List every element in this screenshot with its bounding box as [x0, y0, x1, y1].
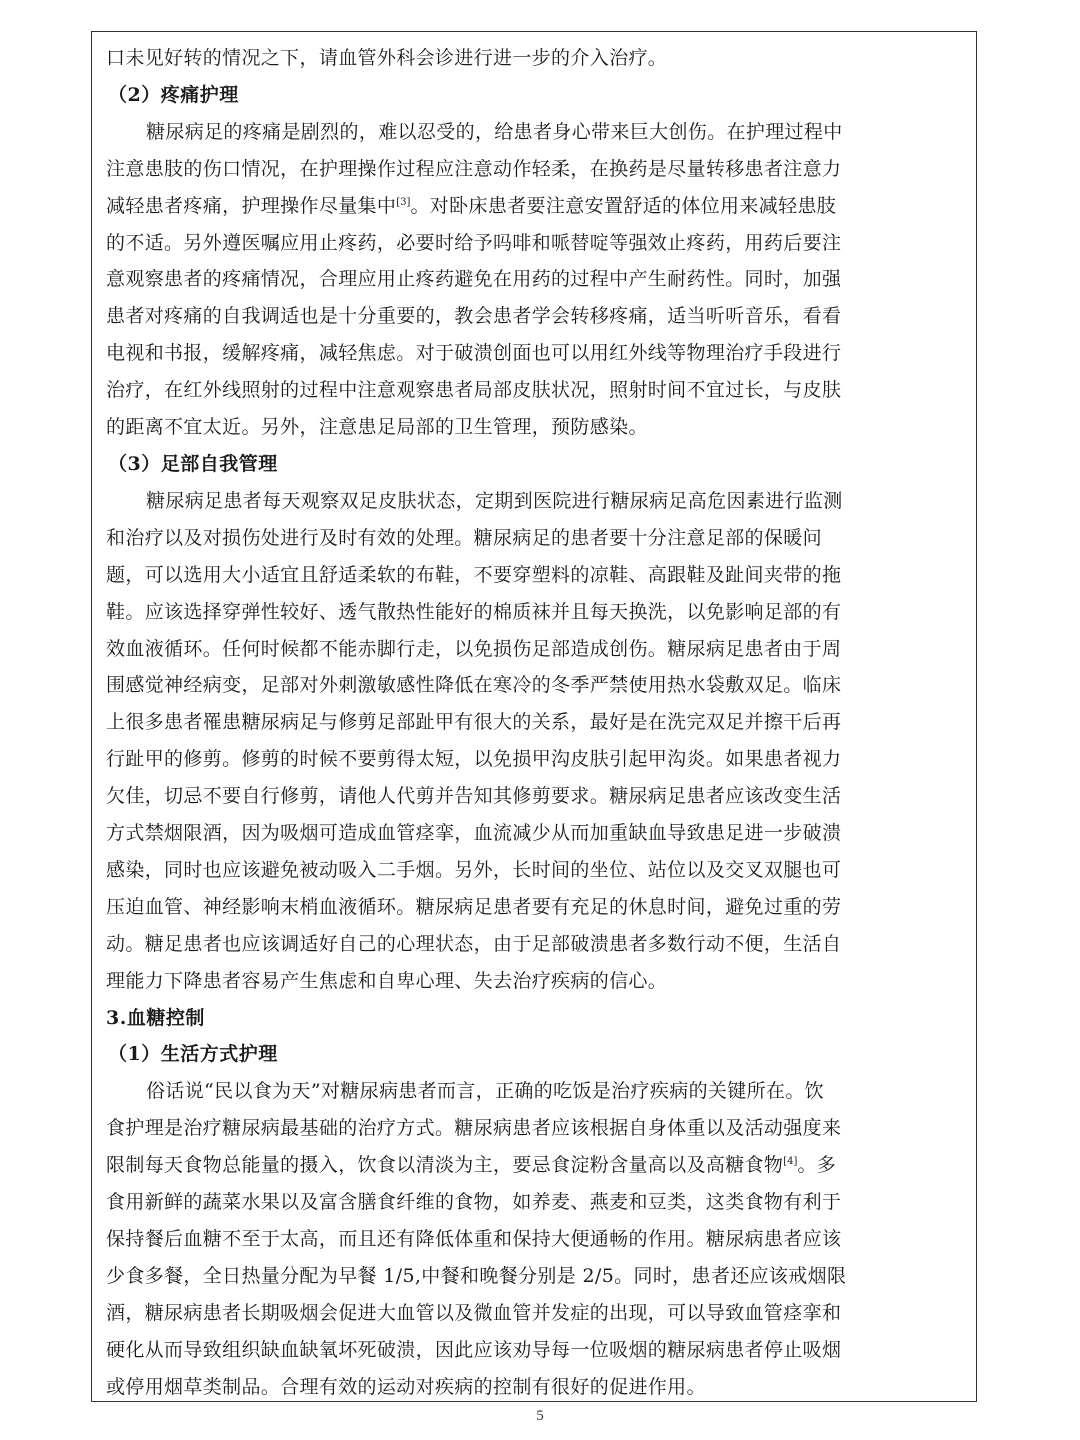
paragraph-line: 的不适。另外遵医嘱应用止疼药，必要时给予吗啡和哌替啶等强效止疼药，用药后要注	[106, 231, 842, 254]
paragraph-line: 题，可以选用大小适宜且舒适柔软的布鞋，不要穿塑料的凉鞋、高跟鞋及趾间夹带的拖	[106, 563, 842, 586]
paragraph-line: 俗话说“民以食为天”对糖尿病患者而言，正确的吃饭是治疗疾病的关键所在。饮	[146, 1080, 825, 1103]
paragraph-line: 硬化从而导致组织缺血缺氧坏死破溃，因此应该劝导每一位吸烟的糖尿病患者停止吸烟	[106, 1338, 842, 1361]
paragraph-line: 食用新鲜的蔬菜水果以及富含膳食纤维的食物，如养麦、燕麦和豆类，这类食物有利于	[106, 1191, 842, 1214]
paragraph-line: 上很多患者罹患糖尿病足与修剪足部趾甲有很大的关系，最好是在洗完双足并擦干后再	[106, 711, 842, 734]
line-text: 。多	[797, 1154, 837, 1177]
paragraph-line: 食护理是治疗糖尿病最基础的治疗方式。糖尿病患者应该根据自身体重以及活动强度来	[106, 1117, 842, 1140]
paragraph-line: 注意患肢的伤口情况，在护理操作过程应注意动作轻柔，在换药是尽量转移患者注意力	[106, 157, 842, 180]
paragraph-line: 行趾甲的修剪。修剪的时候不要剪得太短，以免损甲沟皮肤引起甲沟炎。如果患者视力	[106, 748, 842, 771]
paragraph-line: 效血液循环。任何时候都不能赤脚行走，以免损伤足部造成创伤。糖尿病足患者由于周	[106, 637, 842, 660]
paragraph-line: 酒，糖尿病患者长期吸烟会促进大血管以及微血管并发症的出现，可以导致血管痉挛和	[106, 1301, 842, 1324]
paragraph-line: 电视和书报，缓解疼痛，减轻焦虑。对于破溃创面也可以用红外线等物理治疗手段进行	[106, 342, 842, 365]
paragraph-line: 治疗，在红外线照射的过程中注意观察患者局部皮肤状况，照射时间不宜过长，与皮肤	[106, 379, 842, 402]
document-page	[91, 31, 977, 1402]
paragraph-line: 欠佳，切忌不要自行修剪，请他人代剪并告知其修剪要求。糖尿病足患者应该改变生活	[106, 785, 842, 808]
paragraph-line: 糖尿病足患者每天观察双足皮肤状态，定期到医院进行糖尿病足高危因素进行监测	[146, 489, 843, 512]
citation-ref: [4]	[783, 1156, 798, 1168]
paragraph-foot-self-management	[106, 483, 962, 1000]
page-number: 5	[536, 1408, 544, 1424]
line-text: 。对卧床患者要注意安置舒适的体位用来减轻患肢	[410, 194, 837, 217]
paragraph-line: 糖尿病足的疼痛是剧烈的，难以忍受的，给患者身心带来巨大创伤。在护理过程中	[146, 120, 843, 143]
paragraph-line: 压迫血管、神经影响末梢血液循环。糖尿病足患者要有充足的休息时间，避免过重的劳	[106, 895, 842, 918]
heading-pain-nursing: （2）疼痛护理	[108, 83, 239, 106]
paragraph-line: 鞋。应该选择穿弹性较好、透气散热性能好的棉质袜并且每天换洗，以免影响足部的有	[106, 600, 842, 623]
paragraph-pain-nursing	[106, 114, 962, 446]
heading-foot-self-management: （3）足部自我管理	[108, 452, 278, 475]
line-text: 减轻患者疼痛，护理操作尽量集中	[106, 194, 397, 217]
paragraph-line: 感染，同时也应该避免被动吸入二手烟。另外，长时间的坐位、站位以及交叉双腿也可	[106, 858, 842, 881]
citation-ref: [3]	[396, 196, 411, 208]
line-text: 限制每天食物总能量的摄入，饮食以清淡为主，要忌食淀粉含量高以及高糖食物	[106, 1154, 784, 1177]
paragraph-line: 少食多餐，全日热量分配为早餐 1/5,中餐和晚餐分别是 2/5。同时，患者还应该戒烟限	[106, 1264, 847, 1287]
heading-glucose-control: 3.血糖控制	[106, 1006, 205, 1029]
paragraph-line: 患者对疼痛的自我调适也是十分重要的，教会患者学会转移疼痛，适当听听音乐，看看	[106, 305, 842, 328]
paragraph-line: 的距离不宜太近。另外，注意患足局部的卫生管理，预防感染。	[106, 416, 648, 439]
paragraph-line: 理能力下降患者容易产生焦虑和自卑心理、失去治疗疾病的信心。	[106, 969, 668, 992]
paragraph-line: 动。糖足患者也应该调适好自己的心理状态，由于足部破溃患者多数行动不便，生活自	[106, 932, 842, 955]
paragraph-line: 方式禁烟限酒，因为吸烟可造成血管痉挛，血流减少从而加重缺血导致患足进一步破溃	[106, 822, 842, 845]
paragraph-lifestyle-nursing	[106, 1073, 962, 1402]
paragraph-line	[106, 1147, 962, 1184]
paragraph-line: 或停用烟草类制品。合理有效的运动对疾病的控制有很好的促进作用。	[106, 1375, 706, 1398]
heading-lifestyle-nursing: （1）生活方式护理	[108, 1043, 278, 1066]
paragraph-line: 保持餐后血糖不至于太高，而且还有降低体重和保持大便通畅的作用。糖尿病患者应该	[106, 1228, 842, 1250]
paragraph-line: 围感觉神经病变，足部对外刺激敏感性降低在寒冷的冬季严禁使用热水袋敷双足。临床	[106, 674, 842, 697]
paragraph-line: 意观察患者的疼痛情况，合理应用止疼药避免在用药的过程中产生耐药性。同时，加强	[106, 268, 842, 291]
paragraph-line	[106, 188, 962, 225]
paragraph-line: 和治疗以及对损伤处进行及时有效的处理。糖尿病足的患者要十分注意足部的保暖问	[106, 526, 822, 549]
continuation-line: 口未见好转的情况之下，请血管外科会诊进行进一步的介入治疗。	[106, 47, 668, 69]
